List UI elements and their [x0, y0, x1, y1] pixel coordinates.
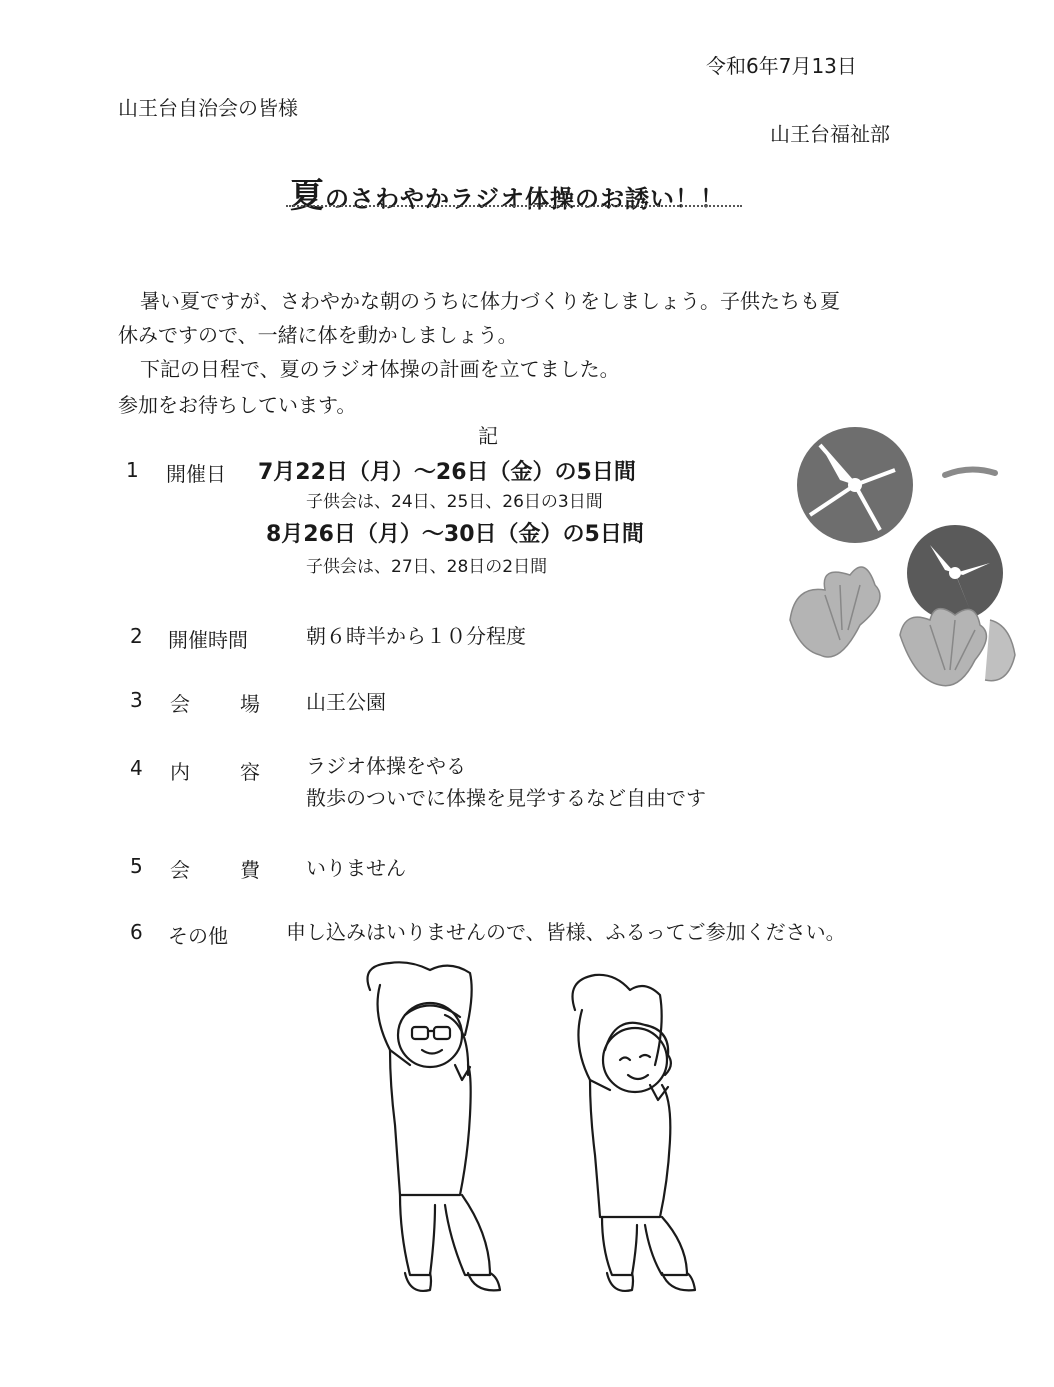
- item-2-number: 2: [130, 624, 143, 648]
- morning-glory-illustration: [780, 425, 1030, 715]
- item-4-label-b: 容: [240, 760, 260, 784]
- addressee: 山王台自治会の皆様: [118, 96, 298, 120]
- item-4-value-2: 散歩のついでに体操を見学するなど自由です: [306, 786, 706, 810]
- title-rest: のさわやかラジオ体操のお誘い！！: [325, 185, 725, 213]
- title-underline: [286, 205, 742, 207]
- item-5-label-a: 会: [170, 858, 190, 882]
- item-3-number: 3: [130, 688, 143, 712]
- man-figure: [368, 962, 501, 1291]
- notice-title: [290, 168, 725, 217]
- intro-line-1: 暑い夏ですが、さわやかな朝のうちに体力づくりをしましょう。子供たちも夏: [140, 289, 840, 313]
- item-1-period-2: 8月26日（月）～30日（金）の5日間: [266, 522, 644, 547]
- item-1-period-1-note: 子供会は、24日、25日、26日の3日間: [306, 492, 603, 512]
- leaf-right: [900, 609, 986, 686]
- sender: 山王台福祉部: [770, 122, 890, 146]
- item-5-value: いりません: [306, 856, 406, 880]
- woman-figure: [573, 975, 696, 1291]
- item-2-label: 開催時間: [168, 628, 248, 652]
- title-first-char: 夏: [290, 176, 325, 216]
- item-6-number: 6: [130, 920, 143, 944]
- item-1-period-2-note: 子供会は、27日、28日の2日間: [306, 557, 548, 577]
- item-1-number: 1: [126, 458, 139, 482]
- item-5-number: 5: [130, 854, 143, 878]
- item-2-value: 朝６時半から１０分程度: [306, 624, 526, 648]
- item-3-label-b: 場: [240, 692, 260, 716]
- item-4-value-1: ラジオ体操をやる: [306, 754, 466, 778]
- intro-line-4: 参加をお待ちしています。: [118, 393, 357, 417]
- intro-line-3: 下記の日程で、夏のラジオ体操の計画を立てました。: [140, 357, 620, 381]
- radio-exercise-illustration: [350, 955, 740, 1305]
- item-4-number: 4: [130, 756, 143, 780]
- ki-heading: 記: [478, 424, 498, 448]
- leaf-left: [790, 567, 880, 657]
- item-1-label: 開催日: [166, 462, 226, 486]
- item-5-label-b: 費: [240, 858, 260, 882]
- intro-line-2: 休みですので、一緒に体を動かしましょう。: [118, 323, 518, 347]
- item-4-label-a: 内: [170, 760, 190, 784]
- item-1-period-1: 7月22日（月）～26日（金）の5日間: [258, 460, 636, 485]
- item-6-label: その他: [168, 924, 228, 948]
- item-3-value: 山王公園: [306, 690, 386, 714]
- item-3-label-a: 会: [170, 692, 190, 716]
- item-6-value: 申し込みはいりませんので、皆様、ふるってご参加ください。: [286, 920, 846, 944]
- issue-date: 令和6年7月13日: [706, 54, 857, 78]
